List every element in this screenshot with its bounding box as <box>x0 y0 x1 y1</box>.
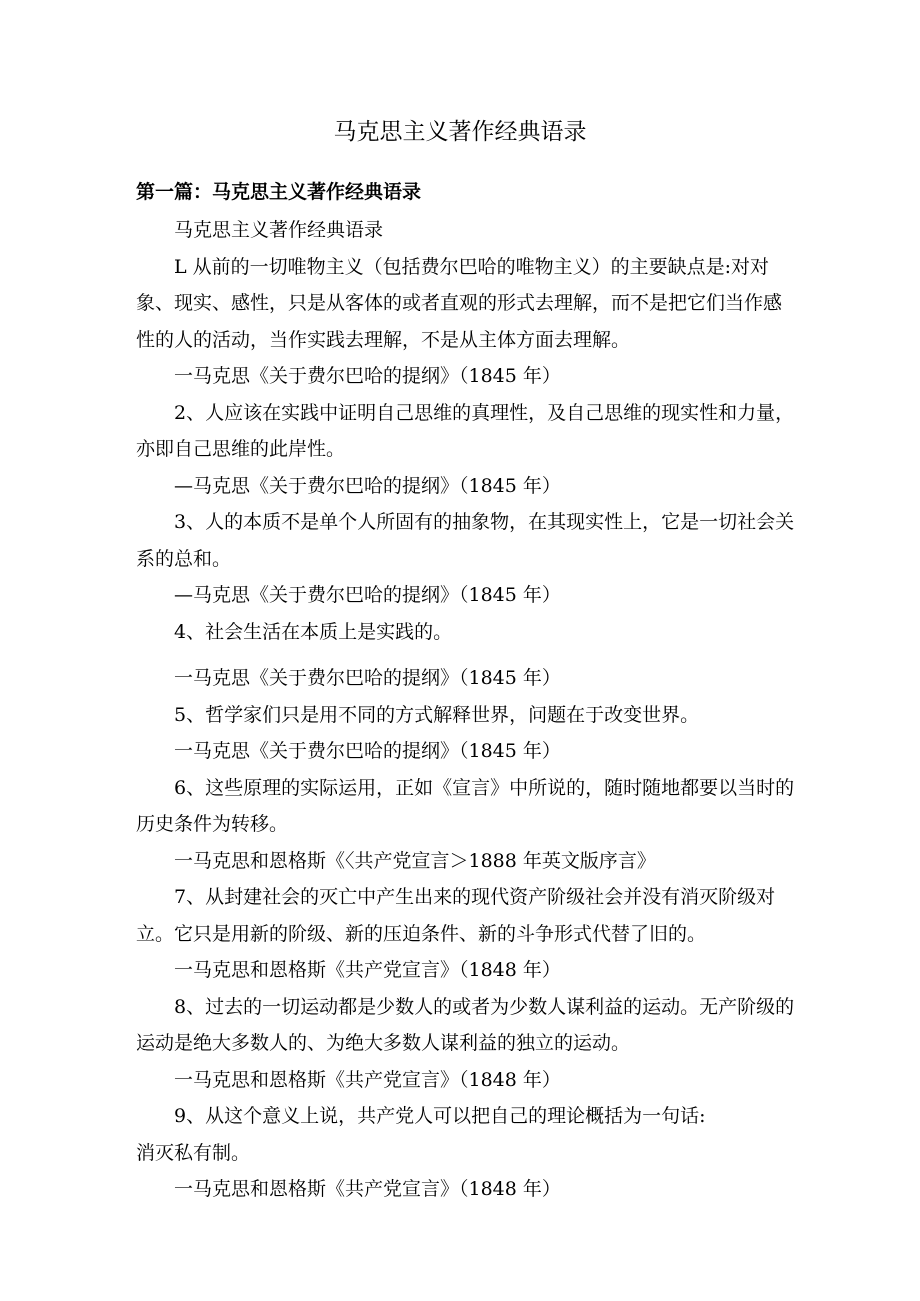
quote-5-text: 5、哲学家们只是用不同的方式解释世界，问题在于改变世界。 <box>174 703 700 726</box>
quote-1-source: 一马克思《关于费尔巴哈的提纲》（1845 年） <box>174 365 561 387</box>
quote-2-source: —马克思《关于费尔巴哈的提纲》（1845 年） <box>174 474 561 497</box>
quote-9-text-line2: 消灭私有制。 <box>136 1141 251 1164</box>
quote-7-source: 一马克思和恩格斯《共产党宣言》（1848 年） <box>174 959 561 981</box>
document-title: 马克思主义著作经典语录 <box>333 119 587 145</box>
quote-8-source: 一马克思和恩格斯《共产党宣言》（1848 年） <box>174 1068 561 1091</box>
quote-9-source: 一马克思和恩格斯《共产党宣言》（1848 年） <box>174 1178 561 1200</box>
quote-4-text: 4、社会生活在本质上是实践的。 <box>174 620 453 643</box>
quote-9-text-line1: 9、从这个意义上说，共产党人可以把自己的理论概括为一句话: <box>174 1105 706 1127</box>
quote-6-source: 一马克思和恩格斯《〈共产党宣言＞1888 年英文版序言》 <box>174 849 656 872</box>
section-heading: 第一篇：马克思主义著作经典语录 <box>136 181 422 203</box>
quote-8-text: 8、过去的一切运动都是少数人的或者为少数人谋利益的运动。无产阶级的运动是绝大多数人的、为绝大多数人谋利益的独立的运动。 <box>136 995 795 1054</box>
quote-3-source: —马克思《关于费尔巴哈的提纲》（1845 年） <box>174 584 561 606</box>
subheading: 马克思主义著作经典语录 <box>174 219 384 241</box>
quote-5-source: 一马克思《关于费尔巴哈的提纲》（1845 年） <box>174 740 561 762</box>
quote-1-text: L 从前的一切唯物主义（包括费尔巴哈的唯物主义）的主要缺点是:对对象、现实、感性，只是从客体的或者直观的形式去理解，而不是把它们当作感性的人的活动，当作实践去理解，不是从主体方面去理解。 <box>136 255 783 351</box>
quote-4-source: 一马克思《关于费尔巴哈的提纲》（1845 年） <box>174 667 561 689</box>
quote-3-text: 3、人的本质不是单个人所固有的抽象物，在其现实性上，它是一切社会关系的总和。 <box>136 511 795 570</box>
document-body <box>136 212 796 1208</box>
quote-7-text: 7、从封建社会的灭亡中产生出来的现代资产阶级社会并没有消灭阶级对立。它只是用新的阶级、新的压迫条件、新的斗争形式代替了旧的。 <box>136 886 776 945</box>
spacer <box>136 650 796 660</box>
quote-6-text: 6、这些原理的实际运用，正如《宣言》中所说的，随时随地都要以当时的历史条件为转移。 <box>136 776 795 835</box>
quote-2-text: 2、人应该在实践中证明自己思维的真理性，及自己思维的现实性和力量，亦即自己思维的此岸性。 <box>136 401 795 460</box>
